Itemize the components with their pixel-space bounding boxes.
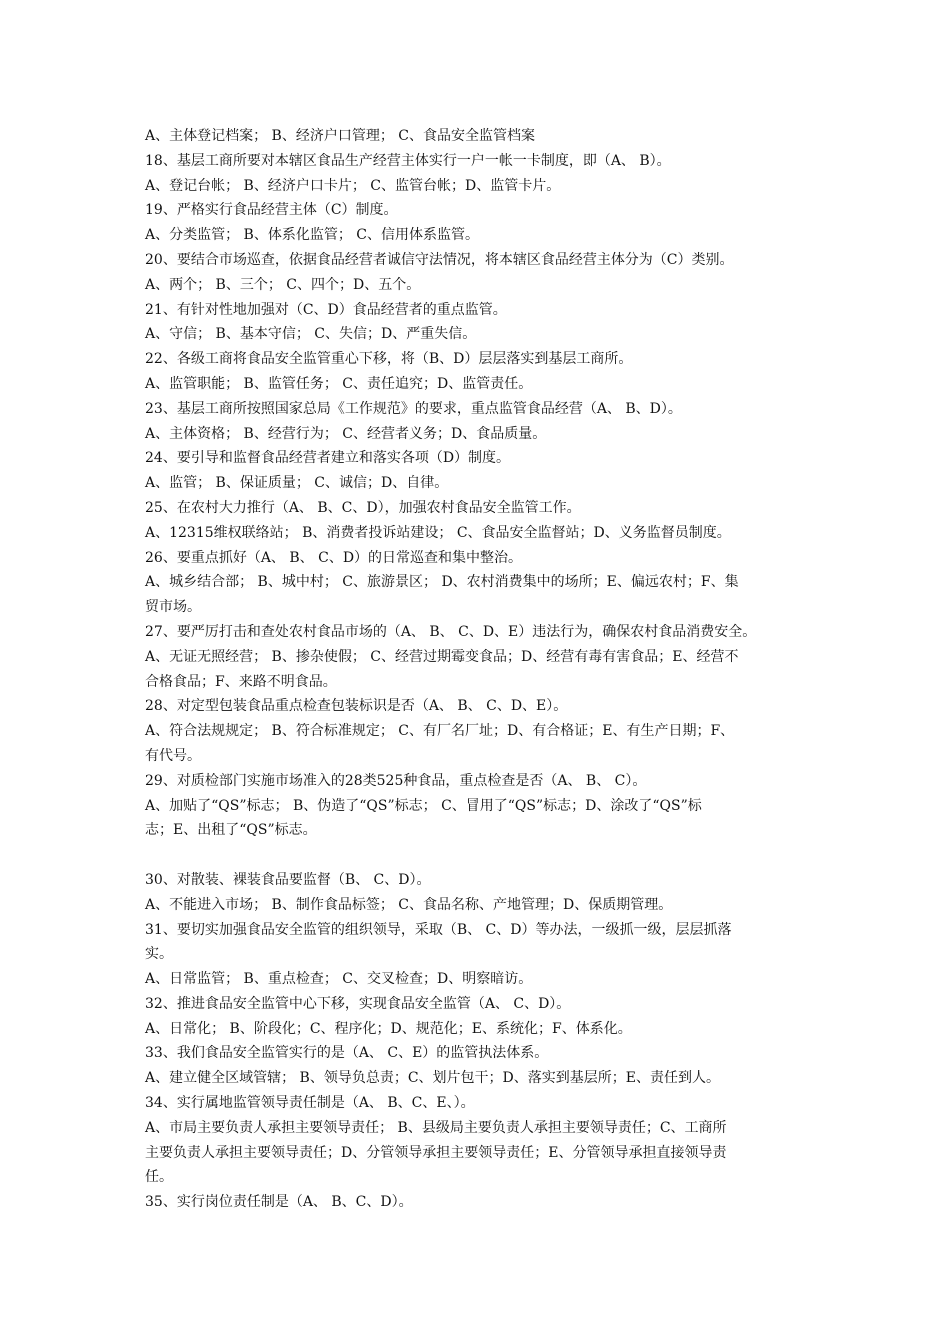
text-line: A、登记台帐； B、经济户口卡片； C、监管台帐；D、监管卡片。 <box>145 177 561 194</box>
text-line: 23、基层工商所按照国家总局《工作规范》的要求，重点监管食品经营（A、 B、D）。 <box>145 400 682 417</box>
text-line: A、城乡结合部； B、城中村； C、旅游景区； D、农村消费集中的场所；E、偏远农村；F、集 <box>145 574 739 591</box>
text-line: 22、各级工商将食品安全监管重心下移，将（B、D）层层落实到基层工商所。 <box>145 351 633 368</box>
text-line: 31、要切实加强食品安全监管的组织领导，采取（B、 C、D）等办法，一级抓一级，层层抓落 <box>145 921 732 938</box>
text-line: A、监管； B、保证质量； C、诚信；D、自律。 <box>145 475 449 492</box>
text-line: 27、要严厉打击和查处农村食品市场的（A、 B、 C、D、E）违法行为，确保农村食品消费安全。 <box>145 623 757 640</box>
text-line: 实。 <box>145 946 173 963</box>
text-line: 35、实行岗位责任制是（A、 B、C、D）。 <box>145 1194 413 1211</box>
text-line: A、建立健全区域管辖； B、领导负总责；C、划片包干；D、落实到基层所；E、责任到人。 <box>145 1070 721 1087</box>
text-line: A、不能进入市场； B、制作食品标签； C、食品名称、产地管理；D、保质期管理。 <box>145 896 673 913</box>
text-line: 24、要引导和监督食品经营者建立和落实各项（D）制度。 <box>145 450 511 467</box>
text-line: 主要负责人承担主要领导责任；D、分管领导承担主要领导责任；E、分管领导承担直接领导责 <box>145 1144 727 1161</box>
text-line: A、日常化； B、阶段化；C、程序化；D、规范化；E、系统化；F、体系化。 <box>145 1020 632 1037</box>
text-line: A、市局主要负责人承担主要领导责任； B、县级局主要负责人承担主要领导责任；C、工商所 <box>145 1119 727 1136</box>
text-line: 33、我们食品安全监管实行的是（A、 C、E）的监管执法体系。 <box>145 1045 549 1062</box>
blank-line <box>145 843 810 868</box>
text-line: 28、对定型包装食品重点检查包装标识是否（A、 B、 C、D、E）。 <box>145 698 568 715</box>
text-line: A、主体资格； B、经营行为； C、经营者义务；D、食品质量。 <box>145 425 547 442</box>
document-body <box>145 124 810 1215</box>
text-line: A、分类监管； B、体系化监管； C、信用体系监管。 <box>145 227 480 244</box>
text-line: A、日常监管； B、重点检查； C、交叉检查；D、明察暗访。 <box>145 971 533 988</box>
text-line: 29、对质检部门实施市场准入的28类525种食品，重点检查是否（A、 B、 C）。 <box>145 772 647 789</box>
text-line: 20、要结合市场巡查，依据食品经营者诚信守法情况，将本辖区食品经营主体分为（C）类别。 <box>145 251 734 268</box>
text-line: 贸市场。 <box>145 599 201 616</box>
text-line: 26、要重点抓好（A、 B、 C、D）的日常巡查和集中整治。 <box>145 549 523 566</box>
text-line: 34、实行属地监管领导责任制是（A、 B、C、E、）。 <box>145 1095 475 1112</box>
text-line: 合格食品；F、来路不明食品。 <box>145 673 337 690</box>
text-line: 有代号。 <box>145 747 201 764</box>
text-line: 30、对散装、裸装食品要监督（B、 C、D）。 <box>145 871 431 888</box>
text-line: 19、严格实行食品经营主体（C）制度。 <box>145 202 398 219</box>
text-line: A、12315维权联络站； B、消费者投诉站建设； C、食品安全监督站；D、义务监督员制度。 <box>145 524 731 541</box>
text-line: A、无证无照经营； B、掺杂使假； C、经营过期霉变食品；D、经营有毒有害食品；E、经营不 <box>145 648 739 665</box>
text-line: A、主体登记档案； B、经济户口管理； C、食品安全监管档案 <box>145 128 536 144</box>
text-line: 21、有针对性地加强对（C、D）食品经营者的重点监管。 <box>145 301 507 318</box>
text-line: A、守信； B、基本守信； C、失信；D、严重失信。 <box>145 326 477 343</box>
text-line: 25、在农村大力推行（A、 B、C、D），加强农村食品安全监管工作。 <box>145 499 581 516</box>
text-line: 任。 <box>145 1169 173 1186</box>
text-line: A、符合法规规定； B、符合标准规定； C、有厂名厂址；D、有合格证；E、有生产日期；F、 <box>145 723 735 740</box>
text-line: A、监管职能； B、监管任务； C、责任追究；D、监管责任。 <box>145 375 533 392</box>
text-line: A、加贴了“QS”标志； B、伪造了“QS”标志； C、冒用了“QS”标志；D、涂改了“QS”标 <box>145 797 702 814</box>
text-line: 32、推进食品安全监管中心下移，实现食品安全监管（A、 C、D）。 <box>145 995 571 1012</box>
text-line: A、两个； B、三个； C、四个；D、五个。 <box>145 276 421 293</box>
text-line: 18、基层工商所要对本辖区食品生产经营主体实行一户一帐一卡制度，即（A、 B）。 <box>145 152 671 169</box>
text-line: 志；E、出租了“QS”标志。 <box>145 822 317 839</box>
